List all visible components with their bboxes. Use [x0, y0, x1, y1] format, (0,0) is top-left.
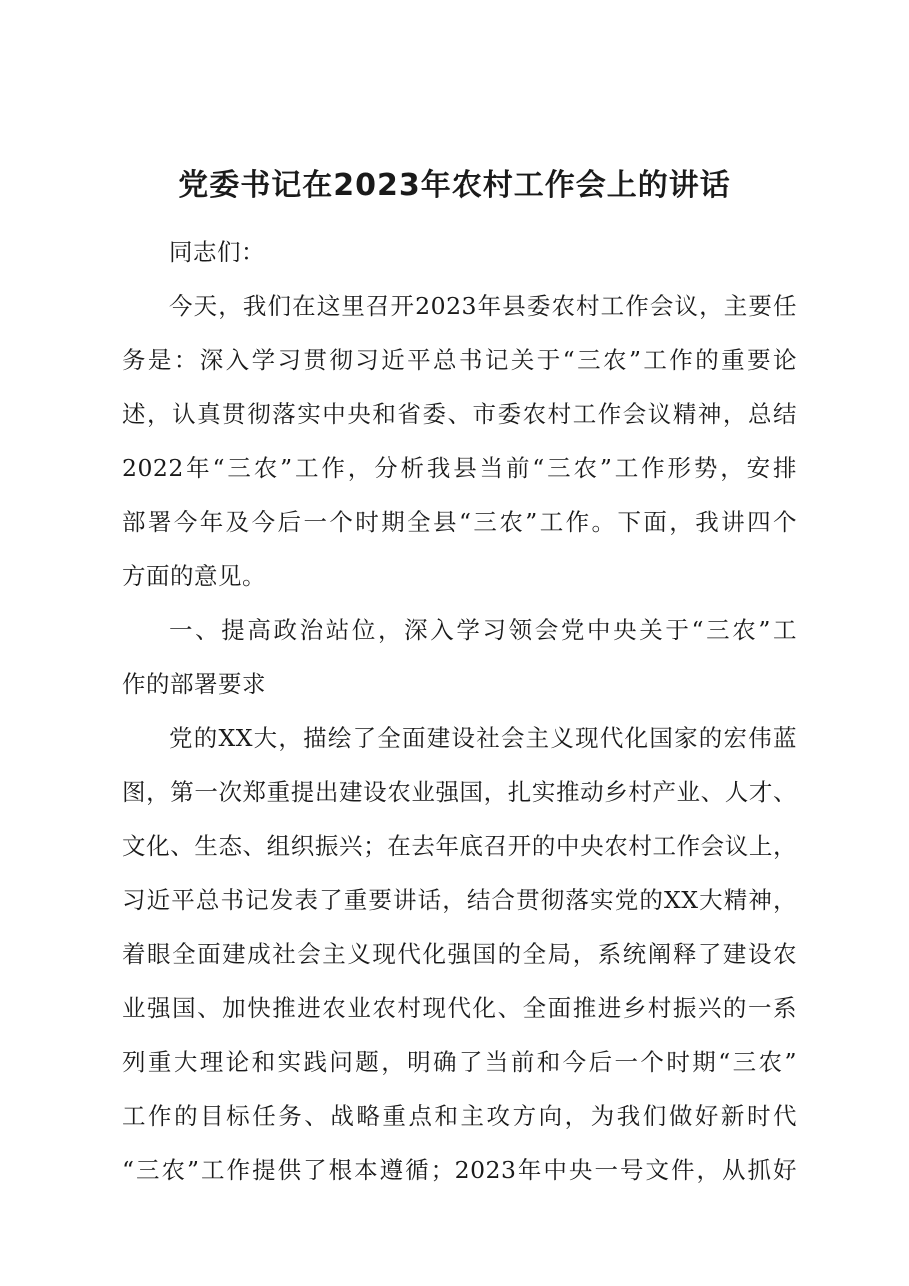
text-line: 党的XX大，描绘了全面建设社会主义现代化国家的宏伟蓝	[169, 724, 797, 752]
text-line: 文化、生态、组织振兴；在去年底召开的中央农村工作会议上，	[122, 832, 797, 860]
text-line: 列重大理论和实践问题，明确了当前和今后一个时期“三农”	[122, 1048, 797, 1076]
text-line: 务是：深入学习贯彻习近平总书记关于“三农”工作的重要论	[122, 346, 797, 374]
text-line: 同志们：	[169, 238, 265, 266]
document-title: 党委书记在2023年农村工作会上的讲话	[178, 168, 731, 203]
text-line: 工作的目标任务、战略重点和主攻方向，为我们做好新时代	[122, 1102, 797, 1130]
text-line: 方面的意见。	[122, 562, 266, 590]
text-line: 着眼全面建成社会主义现代化强国的全局，系统阐释了建设农	[122, 940, 797, 968]
text-line: 部署今年及今后一个时期全县“三农”工作。下面，我讲四个	[122, 508, 797, 536]
text-line: 今天，我们在这里召开2023年县委农村工作会议，主要任	[169, 292, 797, 320]
document-body	[122, 225, 797, 1197]
text-line: 一、提高政治站位，深入学习领会党中央关于“三农”工	[169, 616, 797, 644]
text-line: 习近平总书记发表了重要讲话，结合贯彻落实党的XX大精神，	[122, 886, 797, 914]
text-line: “三农”工作提供了根本遵循；2023年中央一号文件，从抓好	[122, 1156, 797, 1184]
text-line: 图，第一次郑重提出建设农业强国，扎实推动乡村产业、人才、	[122, 778, 797, 806]
text-line: 2022年“三农”工作，分析我县当前“三农”工作形势，安排	[122, 454, 797, 482]
text-line: 述，认真贯彻落实中央和省委、市委农村工作会议精神，总结	[122, 400, 797, 428]
text-line: 作的部署要求	[122, 670, 266, 698]
text-line: 业强国、加快推进农业农村现代化、全面推进乡村振兴的一系	[122, 994, 797, 1022]
